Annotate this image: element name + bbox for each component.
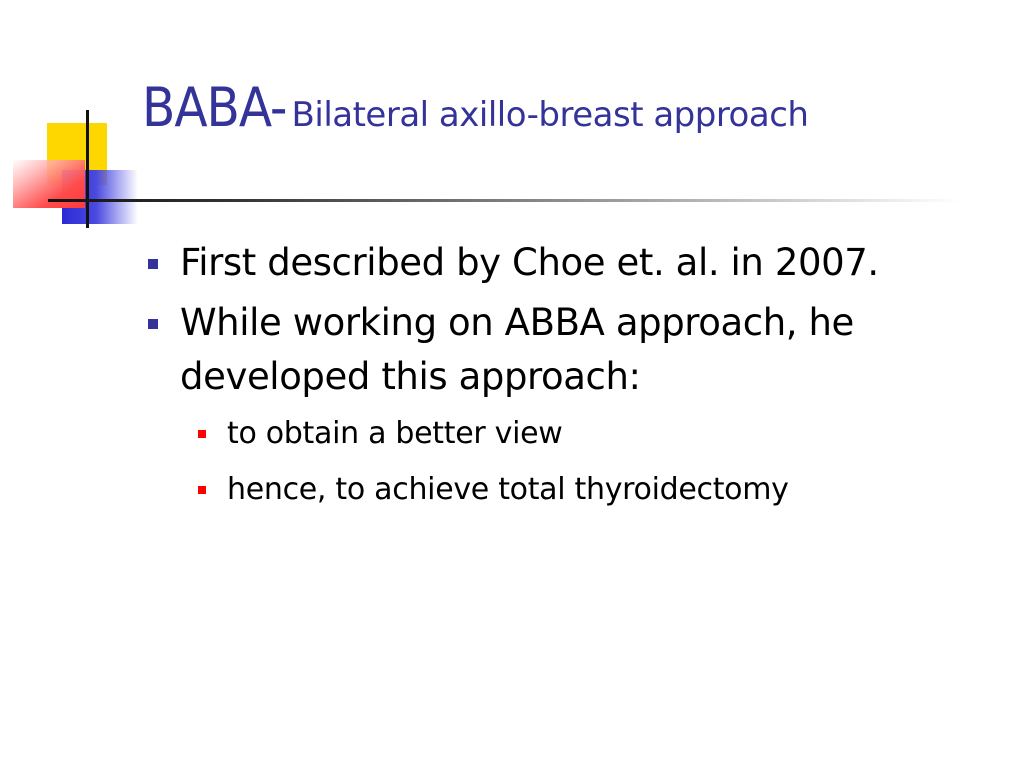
sub-bullet-text: to obtain a better view [227,416,563,451]
title-divider-line [48,199,960,202]
slide-title [142,76,808,139]
sub-bullet-text: hence, to achieve total thyroidectomy [227,472,789,507]
title-main: BABA- [142,76,287,139]
sub-bullet-item [181,410,992,458]
bullet-text: First described by Choe et. al. in 2007. [180,241,879,284]
sub-bullet-item [181,466,992,514]
bullet-list [142,236,992,522]
red-square-bullet-icon [198,486,206,494]
square-bullet-icon [148,259,158,269]
red-square-bullet-icon [198,430,206,438]
bullet-text: While working on ABBA approach, he developed this approach: [180,301,854,398]
bullet-item [142,236,992,290]
square-bullet-icon [148,319,158,329]
decorative-logo [0,0,150,240]
bullet-item [142,296,992,404]
title-subtitle: Bilateral axillo-breast approach [291,95,809,135]
vertical-line [86,110,89,228]
